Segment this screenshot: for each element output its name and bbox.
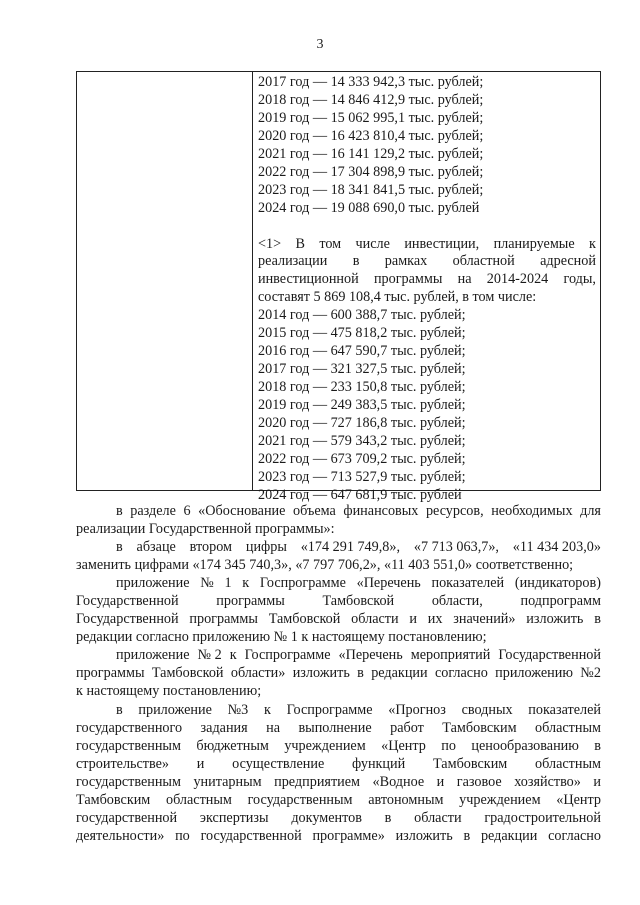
word: государственной <box>76 809 178 826</box>
word: ценообразованию <box>471 737 579 754</box>
word: мероприятий <box>410 647 491 664</box>
paragraph-line <box>76 773 601 791</box>
word: Тамбовской <box>151 665 224 682</box>
paragraph <box>76 502 601 538</box>
word: к <box>589 235 596 252</box>
investment-line: 2014 год — 600 388,7 тыс. рублей; <box>258 307 466 324</box>
word: ресурсов, <box>425 503 484 519</box>
word: приложению <box>495 665 573 682</box>
word: согласно <box>434 665 488 682</box>
word: на <box>266 719 281 736</box>
total-line: 2017 год — 14 333 942,3 тыс. рублей; <box>258 74 484 90</box>
word: 1 <box>224 575 232 592</box>
word: показателей <box>528 701 601 718</box>
word: Госпрограмме <box>259 575 346 592</box>
word: Госпрограмме <box>244 647 331 664</box>
table-column-divider <box>252 72 253 490</box>
paragraph-line <box>76 646 601 664</box>
word: приложение <box>116 647 190 664</box>
word: в <box>384 809 392 826</box>
investment-line: 2019 год — 249 383,5 тыс. рублей; <box>258 396 466 413</box>
word: Госпрограмме <box>286 701 373 718</box>
word: учреждением <box>284 737 366 754</box>
word: Тамбовским <box>442 719 517 736</box>
word: «Перечень <box>338 647 403 664</box>
word: экспертизы <box>199 809 269 826</box>
paragraph <box>76 538 601 574</box>
paragraph-line <box>76 556 601 574</box>
paragraph-line <box>76 701 601 719</box>
paragraph-line <box>76 719 601 737</box>
word: для <box>580 503 601 519</box>
word: государственного <box>76 719 183 736</box>
word: программы <box>216 593 285 610</box>
word: редакции <box>371 665 428 682</box>
word: цифры <box>245 539 287 556</box>
paragraph-line <box>76 592 601 610</box>
word: «Обоснование <box>198 503 286 519</box>
investment-footnote <box>258 236 596 308</box>
word: согласно <box>548 827 601 844</box>
total-line: 2020 год — 16 423 810,4 тыс. рублей; <box>258 127 484 144</box>
word: государственной <box>200 827 302 844</box>
total-line: 2021 год — 16 141 129,2 тыс. рублей; <box>258 145 484 162</box>
word: (индикаторов) <box>514 575 601 592</box>
word: Тамбовским <box>76 791 151 808</box>
total-line: 2024 год — 19 088 690,0 тыс. рублей <box>258 199 480 216</box>
word: «Перечень <box>356 575 421 592</box>
total-line: 2019 год — 15 062 995,1 тыс. рублей; <box>258 109 484 126</box>
word: планируемые <box>493 235 575 252</box>
word: бюджетным <box>196 737 269 754</box>
word: № 2 <box>197 647 222 664</box>
word: №3 <box>227 701 249 718</box>
word: объема <box>293 503 336 519</box>
word: унитарным <box>193 773 262 790</box>
word: государственным <box>76 773 181 790</box>
word: в <box>116 539 123 556</box>
word: №2 <box>580 665 601 682</box>
paragraph-line <box>76 610 601 628</box>
investment-line: 2018 год — 233 150,8 тыс. рублей; <box>258 379 466 395</box>
word: автономным <box>368 791 444 808</box>
word: «174 291 749,8», <box>300 539 401 556</box>
word: и <box>409 611 417 628</box>
word: втором <box>189 539 233 556</box>
word: сводных <box>461 701 513 718</box>
word: выполнение <box>298 719 372 736</box>
investment-line: 2024 год — 647 681,9 тыс. рублей <box>258 486 462 503</box>
word: хозяйство» <box>514 773 581 790</box>
word: программы <box>76 665 145 682</box>
investment-by-year-list <box>258 307 596 504</box>
paragraph-line <box>76 664 601 682</box>
word: газовое <box>456 773 502 790</box>
word: документов <box>291 809 362 826</box>
word: рамках <box>384 253 428 270</box>
word: государственным <box>76 737 181 754</box>
total-line: 2018 год — 14 846 412,9 тыс. рублей; <box>258 91 484 108</box>
investment-line: 2021 год — 579 343,2 тыс. рублей; <box>258 432 466 449</box>
word: к <box>229 647 237 664</box>
word: разделе <box>130 503 176 519</box>
paragraph <box>76 701 601 845</box>
program-funding-table <box>76 71 601 503</box>
paragraph-line <box>76 809 601 827</box>
word: числе <box>355 235 390 252</box>
word: Тамбовской <box>268 611 341 628</box>
total-line: 2022 год — 17 304 898,9 тыс. рублей; <box>258 163 484 180</box>
word: реализации Государственной программы»: <box>76 521 335 538</box>
footnote-line <box>258 253 596 271</box>
word: 6 <box>183 503 191 519</box>
word: в <box>463 827 471 844</box>
investment-line: 2017 год — 321 327,5 тыс. рублей; <box>258 361 466 378</box>
word: показателей <box>431 575 505 592</box>
word: подпрограмм <box>520 593 601 610</box>
word: редакции <box>480 827 538 844</box>
word: инвестиции, <box>404 235 480 252</box>
word: изложить <box>292 665 350 682</box>
word: на <box>457 271 472 288</box>
paragraph-line <box>76 628 601 646</box>
footnote-line <box>258 289 596 307</box>
word: к <box>263 701 271 718</box>
word: в <box>357 665 364 682</box>
paragraph-line <box>76 538 601 556</box>
word: № <box>200 575 214 592</box>
word: изложить <box>395 827 453 844</box>
word: Тамбовским <box>432 755 508 772</box>
annual-totals-list <box>258 74 596 218</box>
word: области, <box>431 593 483 610</box>
word: Государственной <box>76 593 179 610</box>
total-line: 2023 год — 18 341 841,5 тыс. рублей; <box>258 181 484 198</box>
word: значений» <box>453 611 516 628</box>
word: областным <box>535 719 601 736</box>
word: их <box>427 611 443 628</box>
word: программы <box>189 611 258 628</box>
word: «Водное <box>372 773 425 790</box>
word: областной <box>452 253 515 270</box>
word: и <box>196 755 205 772</box>
paragraph <box>76 646 601 700</box>
word: «7 713 063,7», <box>413 539 499 556</box>
word: Государственной <box>498 647 601 664</box>
word: и <box>593 773 601 790</box>
word: изложить <box>526 611 584 628</box>
word: учреждением <box>459 791 541 808</box>
word: редакции согласно приложению № 1 к настоящему постановлению; <box>76 629 487 646</box>
word: строительстве» <box>76 755 170 772</box>
paragraph-line <box>76 502 601 520</box>
paragraph-line <box>76 827 601 845</box>
word: Государственной <box>76 611 179 628</box>
investment-line: 2016 год — 647 590,7 тыс. рублей; <box>258 343 466 360</box>
word: «Прогноз <box>388 701 446 718</box>
word: и <box>436 773 445 790</box>
word: заменить цифрами «174 345 740,3», «7 797 706,2», «11 403 551,0» соответственно; <box>76 557 574 574</box>
word: финансовых <box>343 503 419 519</box>
word: годы, <box>563 271 596 288</box>
word: по <box>175 827 190 844</box>
investment-line: 2015 год — 475 818,2 тыс. рублей; <box>258 325 466 342</box>
word: области» <box>230 665 286 682</box>
word: области <box>351 611 399 628</box>
word: «Центр <box>556 791 601 808</box>
word: областным <box>165 791 232 808</box>
word: приложение <box>116 575 190 592</box>
investment-line: 2020 год — 727 186,8 тыс. рублей; <box>258 414 466 431</box>
word: адресной <box>540 253 596 270</box>
word: области <box>414 809 462 826</box>
word: задания <box>200 719 248 736</box>
page-number: 3 <box>316 37 324 52</box>
document-body <box>76 502 601 845</box>
footnote-line <box>258 236 596 254</box>
word: В <box>295 235 305 252</box>
word: приложение <box>138 701 212 718</box>
word: градостроительной <box>484 809 601 826</box>
paragraph <box>76 574 601 646</box>
word: том <box>319 235 342 252</box>
paragraph-line <box>76 755 601 773</box>
word: «Центр <box>381 737 426 754</box>
word: к <box>242 575 250 592</box>
word: необходимых <box>491 503 573 519</box>
word: программы <box>373 271 443 288</box>
word: государственным <box>247 791 353 808</box>
word: программе» <box>312 827 385 844</box>
word: деятельности» <box>76 827 165 844</box>
word: по <box>441 737 456 754</box>
word: областным <box>535 755 601 772</box>
word: «11 434 203,0» <box>512 539 601 556</box>
spacer <box>258 218 596 236</box>
paragraph-line <box>76 791 601 809</box>
word: функций <box>352 755 406 772</box>
paragraph-line <box>76 737 601 755</box>
word: Тамбовской <box>322 593 395 610</box>
word: абзаце <box>136 539 176 556</box>
word: к настоящему постановлению; <box>76 683 262 700</box>
paragraph-line <box>76 574 601 592</box>
investment-line: 2022 год — 673 709,2 тыс. рублей; <box>258 450 466 467</box>
word: <1> <box>258 235 282 252</box>
word: в <box>594 611 601 628</box>
word: предприятием <box>274 773 361 790</box>
word: в <box>594 737 601 754</box>
table-right-cell <box>258 74 596 505</box>
word: в <box>352 253 360 270</box>
investment-line: 2023 год — 713 527,9 тыс. рублей; <box>258 468 466 485</box>
word: реализации <box>258 253 328 270</box>
paragraph-line <box>76 520 601 538</box>
word: 2014-2024 <box>486 271 549 288</box>
paragraph-line <box>76 682 601 700</box>
word: инвестиционной <box>258 271 359 288</box>
footnote-line <box>258 271 596 289</box>
word: осуществление <box>232 755 325 772</box>
word: работ <box>390 719 424 736</box>
word: составят 5 869 108,4 тыс. рублей, в том числе: <box>258 289 537 306</box>
word: в <box>116 503 123 519</box>
word: в <box>116 701 123 718</box>
